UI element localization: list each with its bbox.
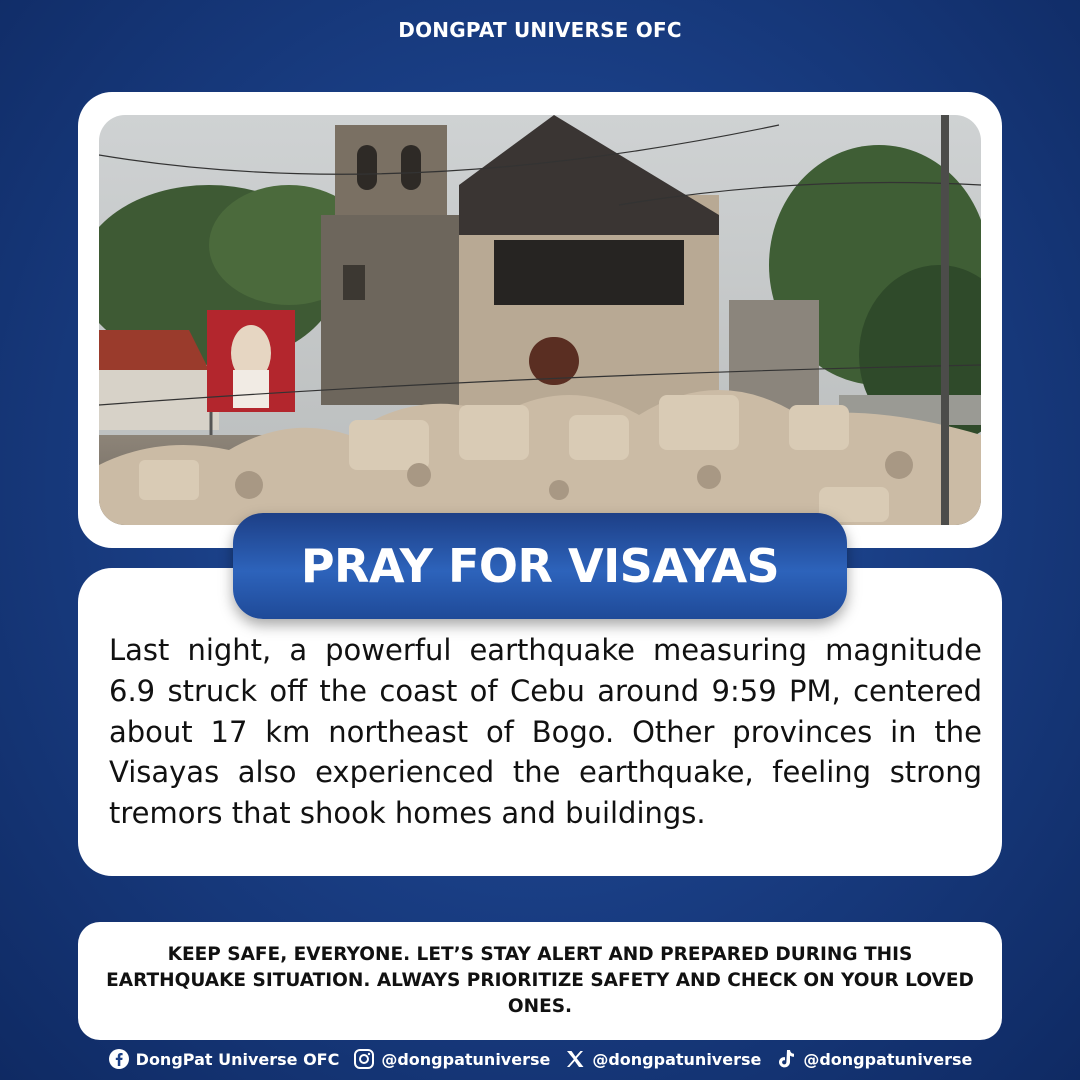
body-paragraph: Last night, a powerful earthquake measuring magnitude 6.9 struck off the coast of Cebu around 9:59 PM, centered about 17 km northeast of Bogo. Other provinces in the Visayas also experienced the earthquake, feeling strong tremors that shook homes and buildings. xyxy=(109,633,982,831)
church-ruins-photo xyxy=(99,115,981,525)
social-facebook[interactable] xyxy=(108,1048,340,1070)
social-label: @dongpatuniverse xyxy=(592,1049,762,1069)
tiktok-icon xyxy=(775,1048,797,1070)
notice-card xyxy=(78,922,1002,1040)
social-label: @dongpatuniverse xyxy=(803,1049,973,1069)
brand-title: DONGPAT UNIVERSE OFC xyxy=(398,18,682,42)
social-x[interactable] xyxy=(564,1048,761,1070)
x-icon xyxy=(564,1048,586,1070)
notice-text: KEEP SAFE, EVERYONE. LET’S STAY ALERT AND PREPARED DURING THIS EARTHQUAKE SITUATION. ALWAYS PRIORITIZE SAFETY AND CHECK ON YOUR LOVED ONES. xyxy=(106,944,974,1017)
facebook-icon xyxy=(108,1048,130,1070)
photo-card xyxy=(78,92,1002,548)
instagram-icon xyxy=(353,1048,375,1070)
headline-banner: PRAY FOR VISAYAS xyxy=(233,513,847,619)
social-links xyxy=(0,1046,1080,1072)
social-instagram[interactable] xyxy=(353,1048,550,1070)
social-tiktok[interactable] xyxy=(775,1048,972,1070)
social-label: DongPat Universe OFC xyxy=(135,1049,340,1069)
social-label: @dongpatuniverse xyxy=(381,1049,551,1069)
